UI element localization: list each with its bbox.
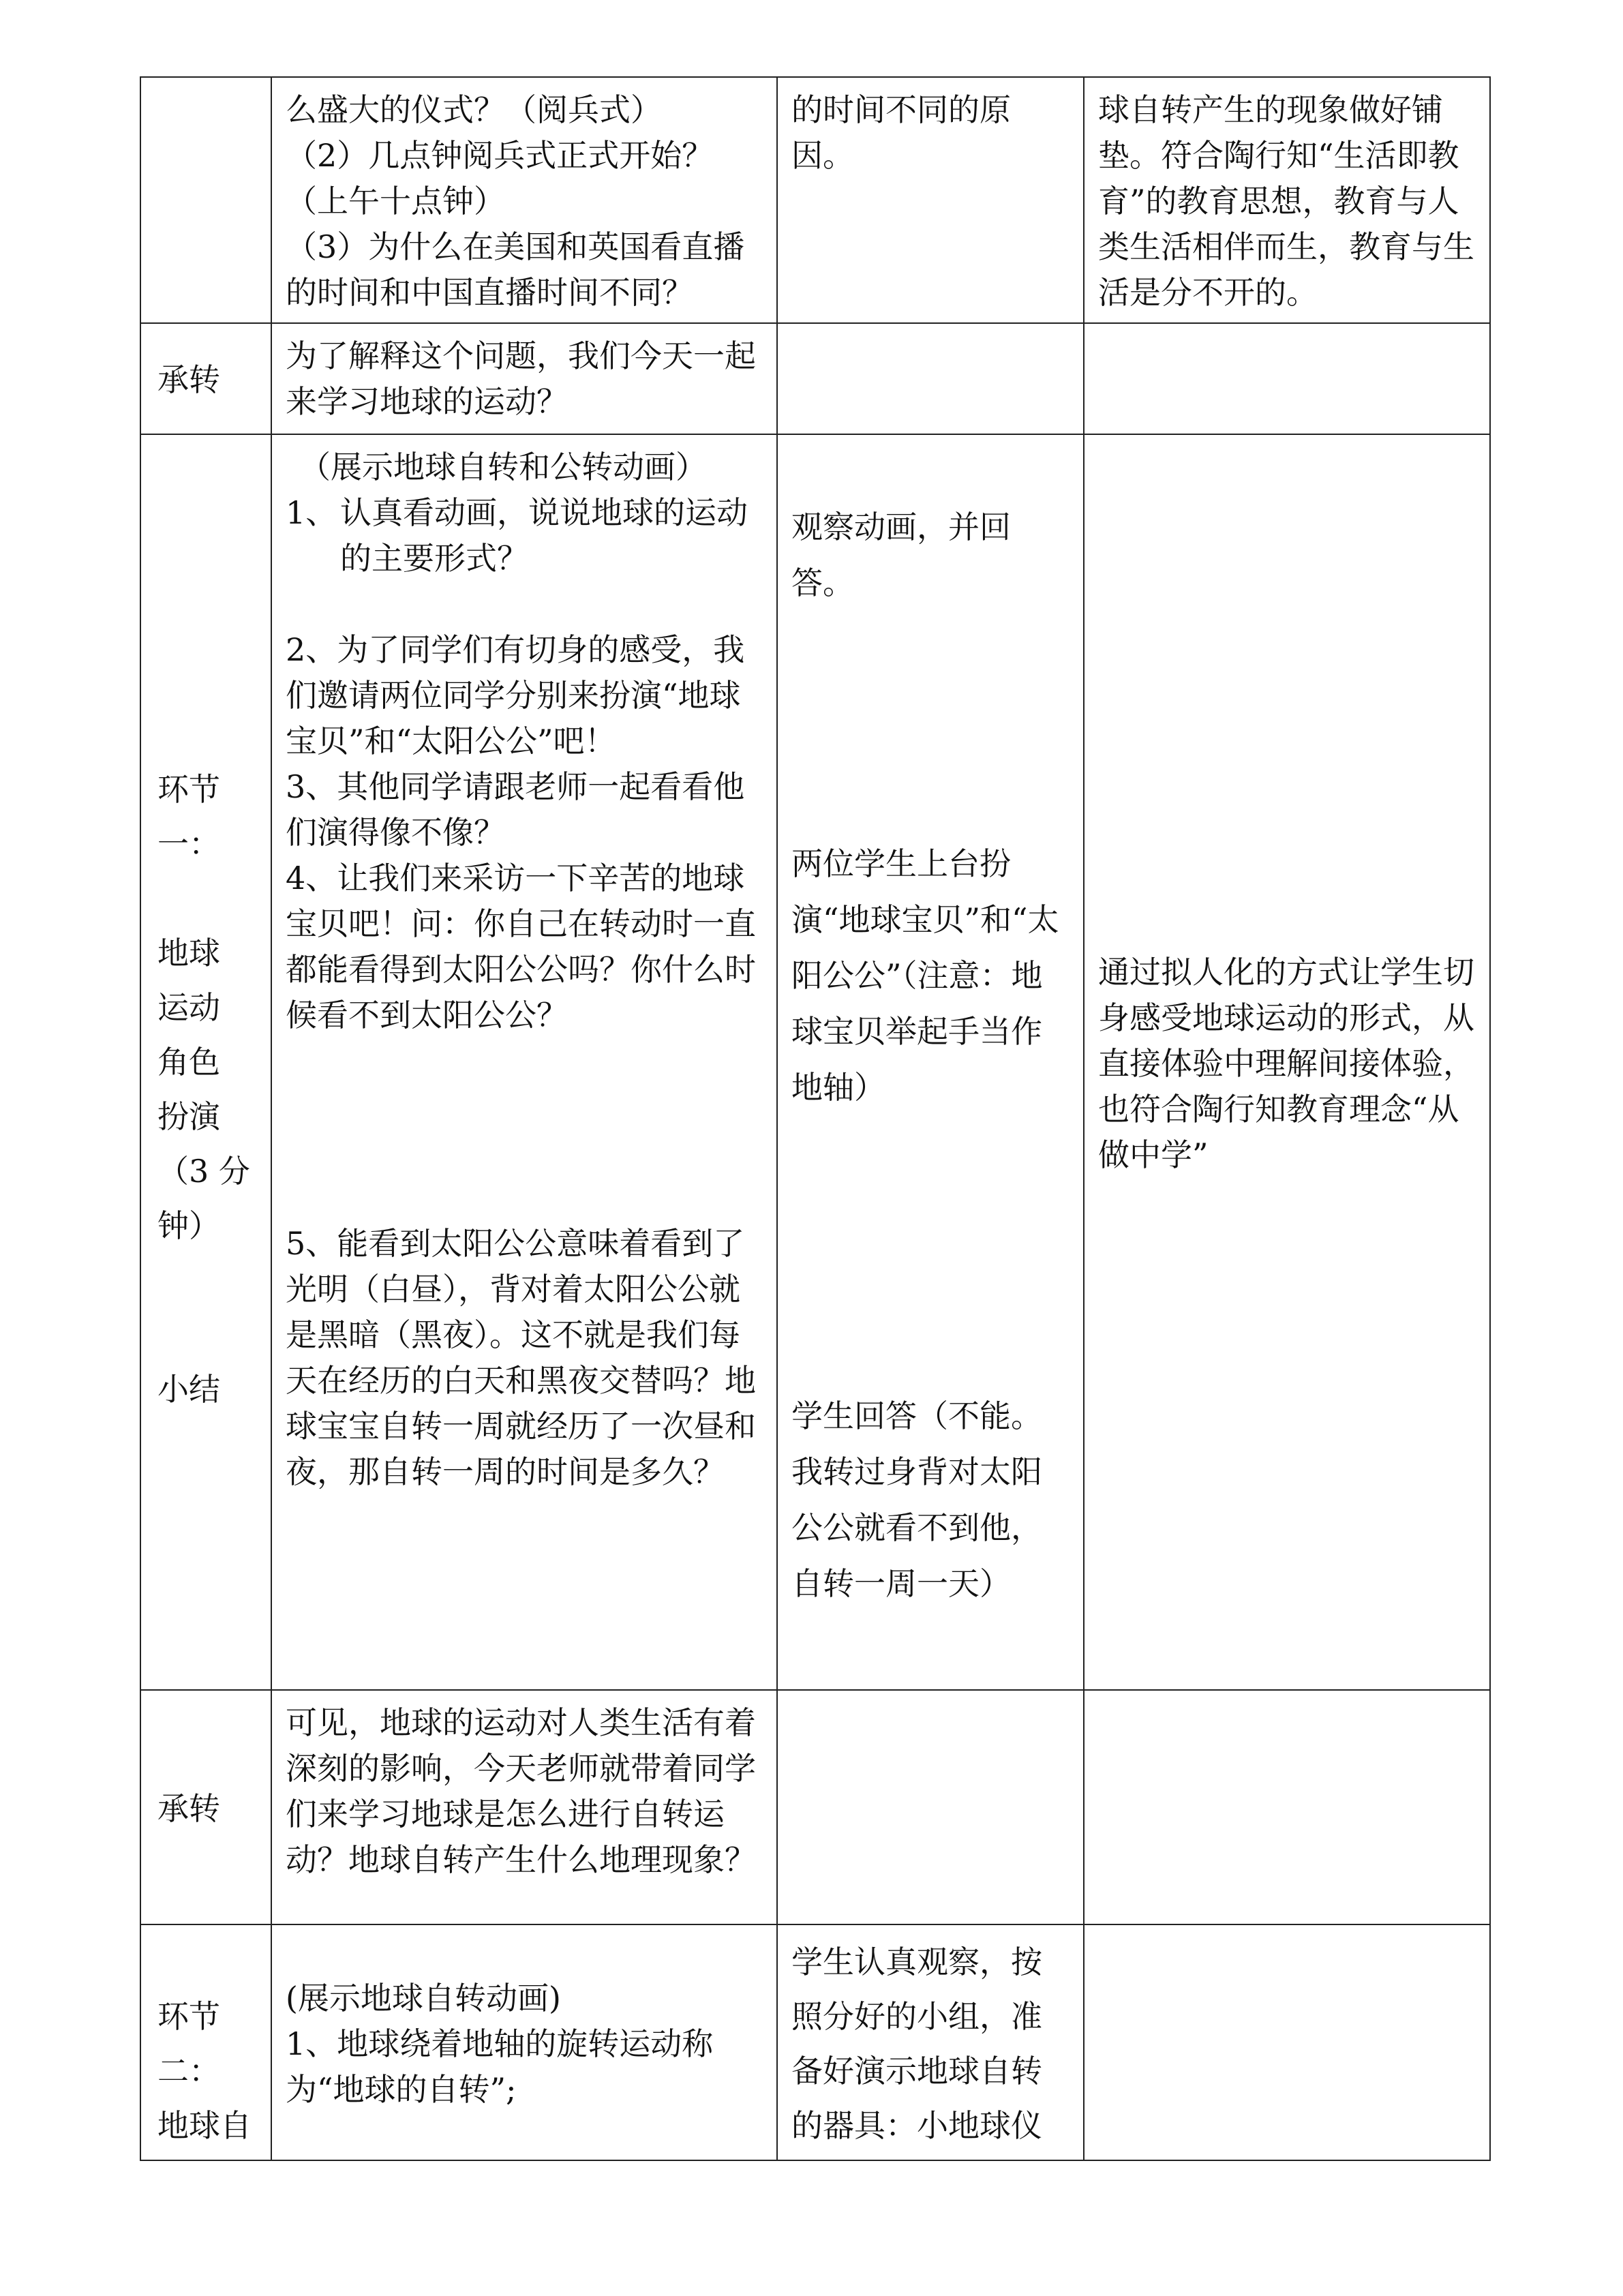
design-intent-cell <box>1084 1924 1490 2160</box>
text-line: （展示地球自转和公转动画） <box>299 449 707 485</box>
stage-line: （3 分 <box>157 1153 250 1190</box>
question-4: 4、让我们来采访一下辛苦的地球宝贝吧！问：你自己在转动时一直都能看得到太阳公公吗？你什么时候看不到太阳公公？ <box>286 860 756 1033</box>
question-number: 1、 <box>286 494 337 531</box>
stage-line: 运动 <box>157 989 220 1026</box>
table-row <box>140 77 1490 323</box>
spacer <box>286 1038 763 1221</box>
stage-line: 环节 <box>157 1998 220 2035</box>
spacer <box>791 611 1070 836</box>
student-activity-cell <box>777 1924 1084 2160</box>
stage-line: 角色 <box>157 1044 220 1081</box>
design-intent-cell <box>1084 323 1490 434</box>
stage-line: 地球自 <box>157 2107 252 2144</box>
stage-line: 小结 <box>157 1371 220 1408</box>
stage-cell <box>140 434 271 1690</box>
text-paragraph: 学生认真观察，按照分好的小组，准备好演示地球自转的器具：小地球仪 <box>791 1944 1042 2144</box>
teacher-activity-cell <box>271 1690 777 1924</box>
teacher-activity-cell <box>271 323 777 434</box>
stage-cell <box>140 1924 271 2160</box>
stage-line <box>157 1308 257 1362</box>
design-intent-cell <box>1084 77 1490 323</box>
stage-line: 扮演 <box>157 1098 220 1135</box>
stage-cell <box>140 1690 271 1924</box>
question-2: 2、为了同学们有切身的感受，我们邀请两位同学分别来扮演“地球宝贝”和“太阳公公”吧！ <box>286 631 745 759</box>
student-activity-cell <box>777 77 1084 323</box>
stage-label: 承转 <box>157 361 220 398</box>
text-line: （2）几点钟阅兵式正式开始？ <box>286 137 714 174</box>
stage-label: 承转 <box>157 1789 220 1827</box>
stage-line: 一： <box>157 826 220 862</box>
stage-cell <box>140 323 271 434</box>
text-paragraph: 为了解释这个问题，我们今天一起来学习地球的运动？ <box>286 337 756 420</box>
teacher-activity-cell <box>271 434 777 1690</box>
question-1 <box>286 490 763 581</box>
spacer <box>791 444 1070 499</box>
question-3: 3、其他同学请跟老师一起看看他们演得像不像？ <box>286 768 745 851</box>
table-row <box>140 323 1490 434</box>
text-line: 1、地球绕着地轴的旋转运动称为“地球的自转”; <box>286 2025 714 2108</box>
stage-line: 钟） <box>157 1207 220 1244</box>
student-response-2: 两位学生上台扮演“地球宝贝”和“太阳公公”（注意：地球宝贝举起手当作地轴） <box>791 845 1059 1106</box>
text-paragraph: 通过拟人化的方式让学生切身感受地球运动的形式，从直接体验中理解间接体验，也符合陶行知教育理念“从做中学” <box>1098 953 1474 1173</box>
question-5: 5、能看到太阳公公意味着看到了光明（白昼），背对着太阳公公就是黑暗（黑夜）。这不就是我们每天在经历的白天和黑夜交替吗？地球宝宝自转一周就经历了一次昼和夜，那自转一周的时间是多久？ <box>286 1225 756 1490</box>
student-response-1: 观察动画，并回答。 <box>791 509 1011 601</box>
text-paragraph: 的时间不同的原因。 <box>791 91 1011 174</box>
stage-line: 二： <box>157 2053 220 2089</box>
text-line: （3）为什么在美国和英国看直播的时间和中国直播时间不同？ <box>286 228 745 311</box>
table-row <box>140 434 1490 1690</box>
text-line: 么盛大的仪式？（阅兵式） <box>286 91 662 128</box>
student-activity-cell <box>777 323 1084 434</box>
student-activity-cell <box>777 1690 1084 1924</box>
text-paragraph: 球自转产生的现象做好铺垫。符合陶行知“生活即教育”的教育思想，教育与人类生活相伴而生，教育与生活是分不开的。 <box>1098 91 1474 311</box>
spacer <box>286 581 763 627</box>
student-response-3: 学生回答（不能。我转过身背对太阳公公就看不到他，自转一周一天） <box>791 1398 1042 1602</box>
table-row <box>140 1690 1490 1924</box>
table-row <box>140 1924 1490 2160</box>
lesson-plan-table <box>140 76 1491 2161</box>
teacher-activity-cell <box>271 77 777 323</box>
question-text: 认真看动画，说说地球的运动的主要形式？ <box>340 494 748 577</box>
design-intent-cell <box>1084 434 1490 1690</box>
stage-cell <box>140 77 271 323</box>
spacer <box>791 1115 1070 1388</box>
stage-line: 地球 <box>157 935 220 971</box>
stage-line: 环节 <box>157 771 220 808</box>
text-line: （上午十点钟） <box>286 183 505 220</box>
text-line: (展示地球自转动画) <box>286 1980 561 2016</box>
teacher-activity-cell <box>271 1924 777 2160</box>
design-intent-cell <box>1084 1690 1490 1924</box>
stage-line <box>157 871 257 926</box>
stage-line <box>157 1253 257 1308</box>
student-activity-cell <box>777 434 1084 1690</box>
text-paragraph: 可见，地球的运动对人类生活有着深刻的影响，今天老师就带着同学们来学习地球是怎么进行自转运动？地球自转产生什么地理现象？ <box>286 1704 756 1878</box>
spacer <box>286 1935 763 1976</box>
